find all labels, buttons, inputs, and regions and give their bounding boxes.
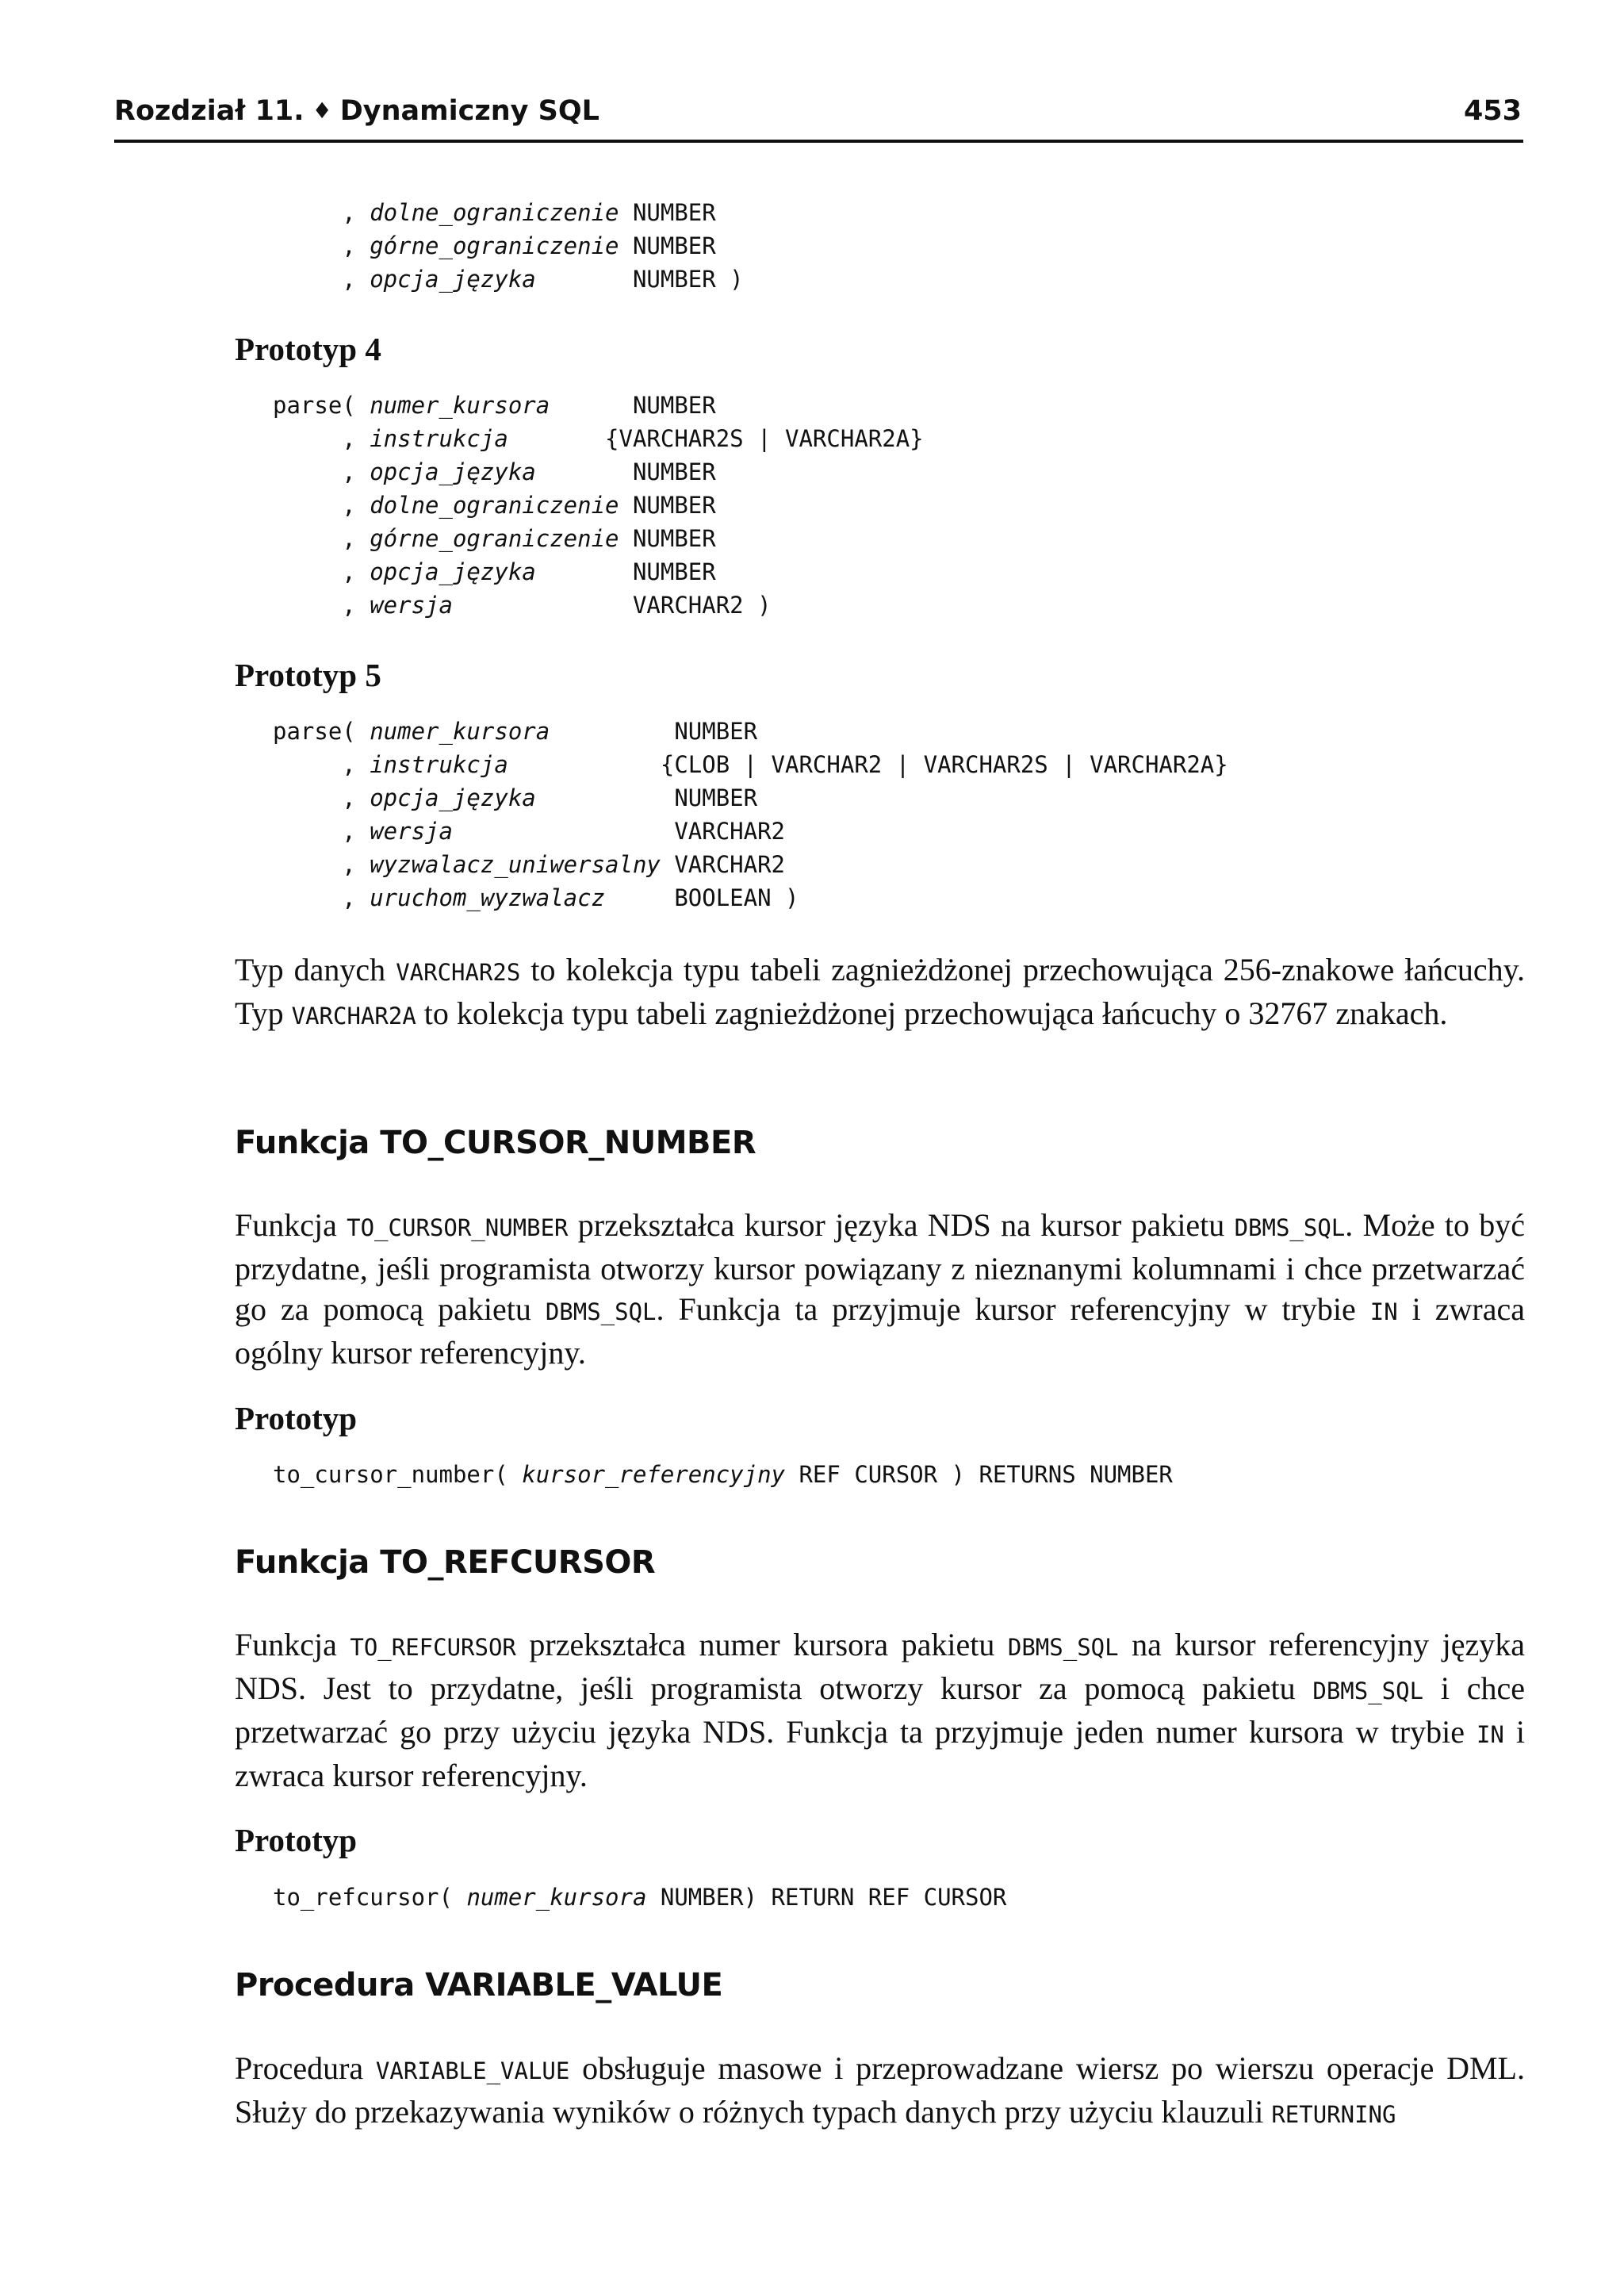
code-block-prototype-5 bbox=[273, 715, 1228, 915]
prototype-heading-to-refcursor: Prototyp bbox=[235, 1822, 358, 1858]
chapter-label: Rozdział 11. bbox=[114, 95, 304, 127]
code-line: , opcja_języka NUMBER bbox=[273, 784, 758, 811]
code-line: , wyzwalacz_uniwersalny VARCHAR2 bbox=[273, 851, 786, 878]
chapter-name: Dynamiczny SQL bbox=[339, 95, 599, 127]
paragraph-variable-value: Procedura VARIABLE_VALUE obsługuje masowe i przeprowadzane wiersz po wierszu operacje DML. Służy do przekazywania wyników o różnych typach danych przy użyciu klauzuli RETURNING bbox=[235, 2050, 1525, 2130]
prototype-4-heading: Prototyp 4 bbox=[235, 331, 381, 367]
code-line: , wersja VARCHAR2 bbox=[273, 818, 786, 845]
paragraph-to-cursor-number: Funkcja TO_CURSOR_NUMBER przekształca kursor języka NDS na kursor pakietu DBMS_SQL. Może to być przydatne, jeśli programista otworzy kursor powiązany z nieznanymi kolumnami i chce przetwarzać go za pomocą pakietu DBMS_SQL. Funkcja ta przyjmuje kursor referencyjny w trybie IN i zwraca ogólny kursor referencyjny. bbox=[235, 1207, 1525, 1371]
prototype-heading-to-cursor-number: Prototyp bbox=[235, 1400, 358, 1436]
code-line: , górne_ograniczenie NUMBER bbox=[273, 232, 716, 259]
section-heading-variable-value: Procedura VARIABLE_VALUE bbox=[235, 1967, 723, 2003]
code-line: , opcja_języka NUMBER bbox=[273, 458, 716, 485]
code-block-prototype-4 bbox=[273, 389, 924, 622]
code-line: parse( numer_kursora NUMBER bbox=[273, 392, 716, 419]
section-heading-to-cursor-number: Funkcja TO_CURSOR_NUMBER bbox=[235, 1125, 756, 1161]
section-heading-to-refcursor: Funkcja TO_REFCURSOR bbox=[235, 1544, 656, 1581]
code-line: , opcja_języka NUMBER ) bbox=[273, 266, 744, 293]
paragraph-collection-types: Typ danych VARCHAR2S to kolekcja typu tabeli zagnieżdżonej przechowująca 256-znakowe łańcuchy. Typ VARCHAR2A to kolekcja typu tabeli zagnieżdżonej przechowująca łańcuchy o 32767 znakach. bbox=[235, 952, 1525, 1031]
code-line: , dolne_ograniczenie NUMBER bbox=[273, 492, 716, 519]
page-number: 453 bbox=[1463, 95, 1522, 127]
code-line: , instrukcja {VARCHAR2S | VARCHAR2A} bbox=[273, 425, 924, 452]
running-header bbox=[114, 95, 1523, 143]
code-line: , uruchom_wyzwalacz BOOLEAN ) bbox=[273, 884, 799, 911]
code-line: , opcja_języka NUMBER bbox=[273, 558, 716, 585]
code-line: , wersja VARCHAR2 ) bbox=[273, 592, 772, 619]
prototype-5-heading: Prototyp 5 bbox=[235, 657, 381, 693]
code-block-continuation bbox=[273, 196, 744, 296]
code-line: , górne_ograniczenie NUMBER bbox=[273, 525, 716, 552]
paragraph-to-refcursor: Funkcja TO_REFCURSOR przekształca numer kursora pakietu DBMS_SQL na kursor referencyjny języka NDS. Jest to przydatne, jeśli programista otworzy kursor za pomocą pakietu DBMS_SQL i chce przetwarzać go przy użyciu języka NDS. Funkcja ta przyjmuje jeden numer kursora w trybie IN i zwraca kursor referencyjny. bbox=[235, 1627, 1526, 1793]
code-line: , instrukcja {CLOB | VARCHAR2 | VARCHAR2S | VARCHAR2A} bbox=[273, 751, 1228, 778]
code-line: parse( numer_kursora NUMBER bbox=[273, 718, 758, 745]
code-line: , dolne_ograniczenie NUMBER bbox=[273, 199, 716, 226]
chapter-title bbox=[114, 95, 599, 127]
code-to-refcursor: to_refcursor( numer_kursora NUMBER) RETURN REF CURSOR bbox=[273, 1884, 1007, 1911]
diamond-separator-icon: ♦ bbox=[312, 98, 332, 124]
code-to-cursor-number: to_cursor_number( kursor_referencyjny REF CURSOR ) RETURNS NUMBER bbox=[273, 1461, 1173, 1488]
